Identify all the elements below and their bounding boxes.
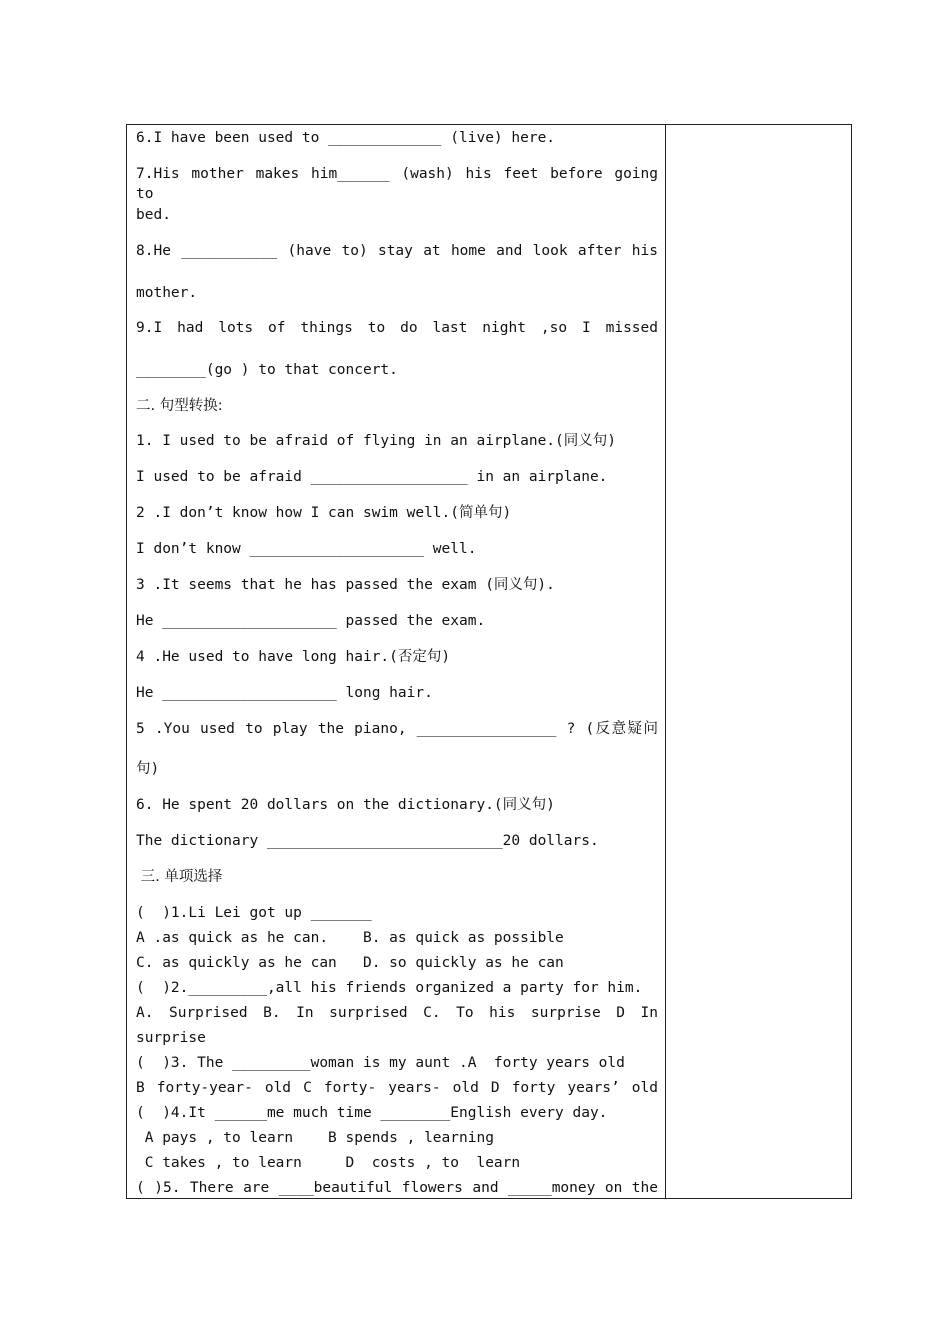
option-line: C takes , to learn D costs , to learn [136, 1155, 521, 1171]
exercise-line: The dictionary ___________________________20 dollars. [136, 833, 599, 849]
table-column-divider [665, 124, 666, 1199]
exercise-line: 9.I had lots of things to do last night ,so I missed [136, 320, 658, 336]
exercise-line: 1. I used to be afraid of flying in an airplane.(同义句) [136, 433, 616, 449]
question-line: ( )2._________,all his friends organized a party for him. [136, 980, 643, 996]
option-line: A pays , to learn B spends , learning [136, 1130, 494, 1146]
option-line: A .as quick as he can. B. as quick as possible [136, 930, 564, 946]
section-heading: 三. 单项选择 [136, 869, 223, 885]
exercise-line: 2 .I don’t know how I can swim well.(简单句) [136, 505, 512, 521]
exercise-line: 8.He ___________ (have to) stay at home and look after his [136, 243, 658, 259]
question-line: ( )4.It ______me much time ________English every day. [136, 1105, 608, 1121]
exercise-line: 4 .He used to have long hair.(否定句) [136, 649, 451, 665]
exercise-line: mother. [136, 285, 198, 301]
section-heading: 二. 句型转换: [136, 398, 223, 414]
exercise-line: I don’t know ____________________ well. [136, 541, 477, 557]
exercise-line: 句) [136, 761, 160, 777]
exercise-line: 7.His mother makes him______ (wash) his feet before going to [136, 166, 658, 202]
exercise-line: 6. He spent 20 dollars on the dictionary.(同义句) [136, 797, 555, 813]
question-line: ( )1.Li Lei got up _______ [136, 905, 372, 921]
exercise-line: I used to be afraid __________________ in an airplane. [136, 469, 608, 485]
option-line: C. as quickly as he can D. so quickly as he can [136, 955, 564, 971]
exercise-line: 3 .It seems that he has passed the exam (同义句). [136, 577, 555, 593]
question-line: ( )5. There are ____beautiful flowers and _____money on the [136, 1180, 658, 1196]
exercise-line: ________(go ) to that concert. [136, 362, 398, 378]
exercise-line: 6.I have been used to _____________ (live) here. [136, 130, 556, 146]
option-line: B forty-year- old C forty- years- old D forty years’ old [136, 1080, 658, 1096]
exercise-line: He ____________________ long hair. [136, 685, 433, 701]
option-line: surprise [136, 1030, 206, 1046]
exercise-line: bed. [136, 207, 171, 223]
exercise-line: 5 .You used to play the piano, ________________ ? (反意疑问 [136, 721, 658, 737]
exercise-line: He ____________________ passed the exam. [136, 613, 486, 629]
option-line: A. Surprised B. In surprised C. To his surprise D In [136, 1005, 658, 1021]
question-line: ( )3. The _________woman is my aunt .A forty years old [136, 1055, 625, 1071]
